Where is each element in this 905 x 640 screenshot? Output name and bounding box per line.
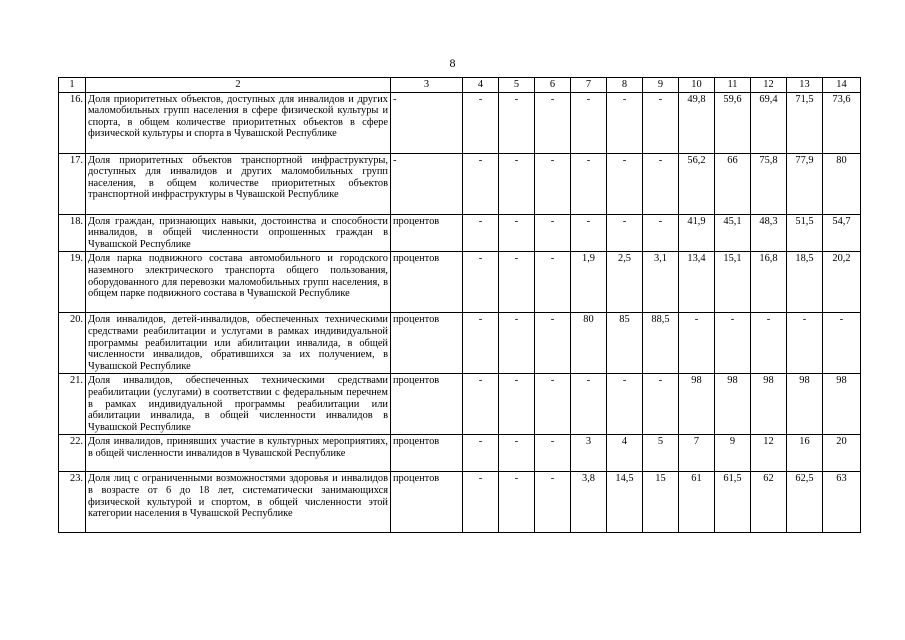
value-cell: - — [499, 92, 535, 153]
value-cell: - — [535, 374, 571, 435]
table-row — [59, 153, 861, 214]
value-cell: 3,1 — [643, 252, 679, 313]
value-cell: - — [571, 153, 607, 214]
value-cell: 9 — [715, 435, 751, 472]
value-cell: - — [643, 214, 679, 252]
unit-cell: - — [391, 92, 463, 153]
value-cell: 45,1 — [715, 214, 751, 252]
header-cell: 13 — [787, 78, 823, 93]
value-cell: - — [499, 153, 535, 214]
value-cell: - — [643, 153, 679, 214]
value-cell: - — [571, 374, 607, 435]
value-cell: 88,5 — [643, 313, 679, 374]
table-row — [59, 214, 861, 252]
table-row — [59, 472, 861, 533]
value-cell: - — [499, 214, 535, 252]
value-cell: 66 — [715, 153, 751, 214]
value-cell: 1,9 — [571, 252, 607, 313]
row-number: 20. — [59, 313, 86, 374]
value-cell: 61,5 — [715, 472, 751, 533]
value-cell: 98 — [823, 374, 861, 435]
value-cell: - — [607, 153, 643, 214]
value-cell: 85 — [607, 313, 643, 374]
value-cell: 62,5 — [787, 472, 823, 533]
indicators-table — [58, 77, 861, 533]
indicator-name: Доля инвалидов, обеспеченных техническими средствами реабилитации (услугами) в соответствии с федеральным перечнем в рамках индивидуальной программы реабилитации или абилитации инвалида, в общей численности инвалидов в Чувашской Республике — [86, 374, 391, 435]
indicator-name: Доля приоритетных объектов транспортной инфраструктуры, доступных для инвалидов и других маломобильных групп населения, в общем количестве приоритетных объектов транспортной инфраструктуры в Чувашской Республике — [86, 153, 391, 214]
table-row — [59, 92, 861, 153]
value-cell: 75,8 — [751, 153, 787, 214]
value-cell: - — [463, 252, 499, 313]
value-cell: - — [751, 313, 787, 374]
value-cell: 13,4 — [679, 252, 715, 313]
header-cell: 3 — [391, 78, 463, 93]
value-cell: 4 — [607, 435, 643, 472]
value-cell: - — [463, 313, 499, 374]
value-cell: - — [535, 313, 571, 374]
value-cell: - — [499, 472, 535, 533]
value-cell: 20 — [823, 435, 861, 472]
row-number: 23. — [59, 472, 86, 533]
value-cell: 98 — [679, 374, 715, 435]
value-cell: - — [607, 92, 643, 153]
value-cell: 69,4 — [751, 92, 787, 153]
value-cell: - — [715, 313, 751, 374]
value-cell: - — [535, 472, 571, 533]
table-row — [59, 313, 861, 374]
value-cell: - — [823, 313, 861, 374]
value-cell: - — [679, 313, 715, 374]
unit-cell: процентов — [391, 252, 463, 313]
value-cell: 54,7 — [823, 214, 861, 252]
value-cell: - — [499, 435, 535, 472]
value-cell: 61 — [679, 472, 715, 533]
table-row — [59, 252, 861, 313]
value-cell: 98 — [787, 374, 823, 435]
header-cell: 7 — [571, 78, 607, 93]
value-cell: - — [535, 153, 571, 214]
value-cell: - — [535, 435, 571, 472]
indicator-name: Доля парка подвижного состава автомобильного и городского наземного электрического транспорта общего пользования, оборудованного для перевозки маломобильных групп населения, в общем парке подвижного состава в Чувашской Республике — [86, 252, 391, 313]
indicator-name: Доля инвалидов, принявших участие в культурных мероприятиях, в общей численности инвалидов в Чувашской Республике — [86, 435, 391, 472]
value-cell: 73,6 — [823, 92, 861, 153]
value-cell: - — [535, 252, 571, 313]
header-cell: 1 — [59, 78, 86, 93]
row-number: 21. — [59, 374, 86, 435]
value-cell: - — [499, 313, 535, 374]
value-cell: 16 — [787, 435, 823, 472]
value-cell: 5 — [643, 435, 679, 472]
header-row — [59, 78, 861, 93]
unit-cell: процентов — [391, 435, 463, 472]
value-cell: 62 — [751, 472, 787, 533]
value-cell: 98 — [715, 374, 751, 435]
value-cell: - — [535, 214, 571, 252]
unit-cell: процентов — [391, 374, 463, 435]
header-cell: 12 — [751, 78, 787, 93]
value-cell: 77,9 — [787, 153, 823, 214]
value-cell: 80 — [571, 313, 607, 374]
value-cell: 20,2 — [823, 252, 861, 313]
value-cell: - — [499, 252, 535, 313]
unit-cell: процентов — [391, 472, 463, 533]
value-cell: - — [463, 214, 499, 252]
table-body — [59, 92, 861, 533]
value-cell: 51,5 — [787, 214, 823, 252]
value-cell: 48,3 — [751, 214, 787, 252]
value-cell: 14,5 — [607, 472, 643, 533]
header-cell: 6 — [535, 78, 571, 93]
header-cell: 11 — [715, 78, 751, 93]
row-number: 17. — [59, 153, 86, 214]
value-cell: 2,5 — [607, 252, 643, 313]
value-cell: 3 — [571, 435, 607, 472]
value-cell: 56,2 — [679, 153, 715, 214]
value-cell: 63 — [823, 472, 861, 533]
unit-cell: - — [391, 153, 463, 214]
header-cell: 8 — [607, 78, 643, 93]
unit-cell: процентов — [391, 313, 463, 374]
row-number: 22. — [59, 435, 86, 472]
value-cell: 80 — [823, 153, 861, 214]
row-number: 18. — [59, 214, 86, 252]
value-cell: 7 — [679, 435, 715, 472]
row-number: 16. — [59, 92, 86, 153]
value-cell: 15,1 — [715, 252, 751, 313]
value-cell: 41,9 — [679, 214, 715, 252]
indicator-name: Доля граждан, признающих навыки, достоинства и способности инвалидов, в общей численности опрошенных граждан в Чувашской Республике — [86, 214, 391, 252]
value-cell: - — [643, 92, 679, 153]
value-cell: 16,8 — [751, 252, 787, 313]
value-cell: 15 — [643, 472, 679, 533]
value-cell: - — [571, 92, 607, 153]
value-cell: 3,8 — [571, 472, 607, 533]
indicator-name: Доля инвалидов, детей-инвалидов, обеспеченных техническими средствами реабилитации и услугами в рамках индивидуальной программы реабилитации или абилитации инвалида, в общей численности инвалидов, обратившихся за их получением, в Чувашской Республике — [86, 313, 391, 374]
value-cell: 59,6 — [715, 92, 751, 153]
value-cell: - — [463, 435, 499, 472]
indicator-name: Доля приоритетных объектов, доступных для инвалидов и других маломобильных групп населения в сфере физической культуры и спорта, в общем количестве приоритетных объектов в сфере физической культуры и спорта в Чувашской Республике — [86, 92, 391, 153]
header-cell: 2 — [86, 78, 391, 93]
row-number: 19. — [59, 252, 86, 313]
value-cell: - — [535, 92, 571, 153]
value-cell: - — [499, 374, 535, 435]
value-cell: - — [571, 214, 607, 252]
header-cell: 14 — [823, 78, 861, 93]
value-cell: - — [787, 313, 823, 374]
header-cell: 10 — [679, 78, 715, 93]
value-cell: - — [463, 472, 499, 533]
value-cell: - — [463, 374, 499, 435]
header-cell: 4 — [463, 78, 499, 93]
value-cell: - — [607, 374, 643, 435]
header-cell: 5 — [499, 78, 535, 93]
header-cell: 9 — [643, 78, 679, 93]
table-row — [59, 374, 861, 435]
value-cell: 18,5 — [787, 252, 823, 313]
indicator-name: Доля лиц с ограниченными возможностями здоровья и инвалидов в возрасте от 6 до 18 лет, систематически занимающихся физической культурой и спортом, в общей численности этой категории населения в Чувашской Республике — [86, 472, 391, 533]
table-row — [59, 435, 861, 472]
value-cell: - — [643, 374, 679, 435]
value-cell: 98 — [751, 374, 787, 435]
value-cell: 49,8 — [679, 92, 715, 153]
page-number: 8 — [449, 56, 456, 70]
value-cell: - — [463, 153, 499, 214]
value-cell: - — [607, 214, 643, 252]
unit-cell: процентов — [391, 214, 463, 252]
value-cell: 12 — [751, 435, 787, 472]
value-cell: - — [463, 92, 499, 153]
value-cell: 71,5 — [787, 92, 823, 153]
